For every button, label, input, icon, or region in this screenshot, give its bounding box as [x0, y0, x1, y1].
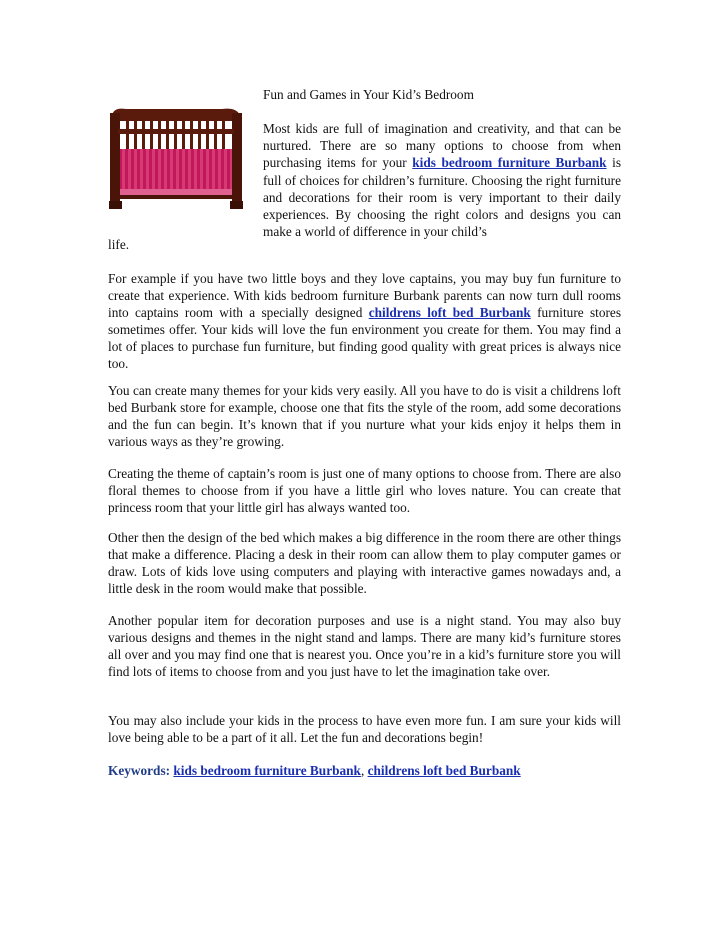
p2-text-after: furniture stores sometimes offer. Your kids will love the fun environment you create for them. You may find a lot of places to purchase fun furniture, but finding good quality with great prices is always nice too.: [108, 305, 621, 371]
intro-paragraph-tail: life.: [108, 237, 130, 252]
intro-text-after: is full of choices for children’s furniture. Choosing the right furniture and decorations for their room is very important to their daily experiences. By choosing the right colors and designs you can make a world of difference in your child’s: [263, 155, 621, 240]
paragraph-7: You may also include your kids in the process to have even more fun. I am sure your kids will love being able to be a part of it all. Let the fun and decorations begin!: [108, 713, 621, 745]
crib-image: [104, 103, 248, 215]
article-title: Fun and Games in Your Kid’s Bedroom: [263, 87, 474, 102]
keywords-label: Keywords:: [108, 763, 171, 778]
keywords-line: [108, 762, 621, 779]
paragraph-2: [108, 270, 621, 372]
paragraph-5: Other then the design of the bed which makes a big difference in the room there are other things that make a difference. Placing a desk in their room can allow them to play computer games or draw. Lots of kids love using computers and playing with interactive games nowadays and, a little desk in the room would make that possible.: [108, 530, 621, 596]
paragraph-6: Another popular item for decoration purposes and use is a night stand. You may also buy various designs and themes in the night stand and lamps. There are many kid’s furniture stores all over and you may find one that is nearest you. Once you’re in a kid’s furniture store you will find lots of items to choose from and you just have to let the imagination take over.: [108, 613, 621, 679]
keywords-separator: ,: [360, 763, 365, 778]
intro-text-before: Most kids are full of imagination and creativity, and that can be nurtured. There are so many options to choose from when purchasing items for your: [263, 121, 621, 171]
paragraph-3: You can create many themes for your kids very easily. All you have to do is visit a childrens loft bed Burbank store for example, choose one that fits the style of the room, add some decorations and the fun can begin. It’s known that if you nurture what your kids enjoy it helps them in various ways as they’re growing.: [108, 383, 621, 449]
link-childrens-loft-bed[interactable]: childrens loft bed Burbank: [368, 305, 531, 320]
p2-text-before: For example if you have two little boys and they love captains, you may buy fun furniture to create that experience. With kids bedroom furniture Burbank parents can now turn dull rooms into captains room with a specially designed: [108, 271, 621, 320]
intro-paragraph: [263, 120, 621, 240]
keyword-link-kids-bedroom-furniture[interactable]: kids bedroom furniture Burbank: [173, 763, 361, 778]
keyword-link-childrens-loft-bed[interactable]: childrens loft bed Burbank: [367, 763, 521, 778]
link-kids-bedroom-furniture[interactable]: kids bedroom furniture Burbank: [412, 155, 607, 171]
paragraph-4: Creating the theme of captain’s room is just one of many options to choose from. There are also floral themes to choose from if you have a little girl who loves nature. You can create that princess room that your little girl has always wanted too.: [108, 466, 621, 515]
